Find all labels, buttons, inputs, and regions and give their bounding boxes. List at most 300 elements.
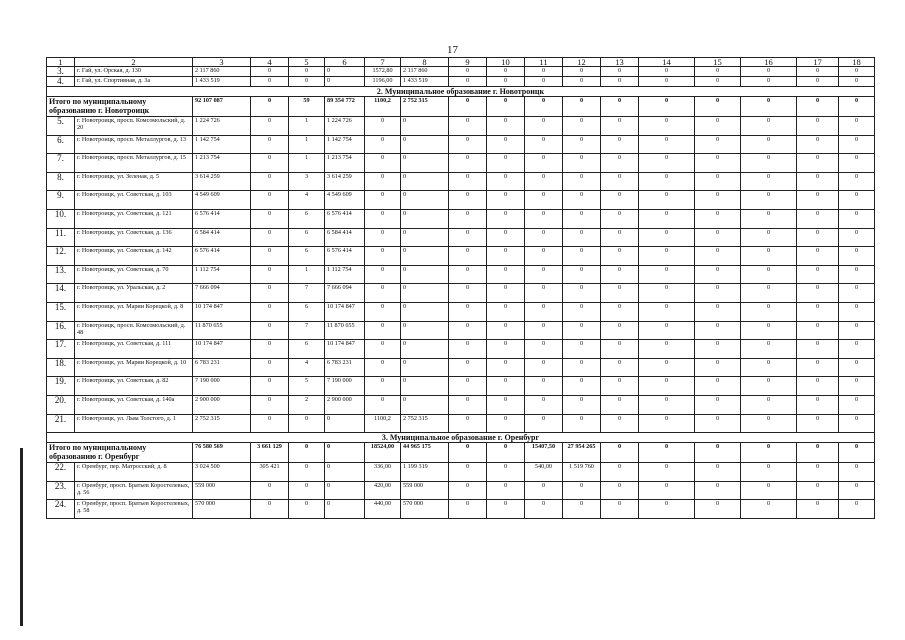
- table-row: [47, 209, 875, 228]
- value-cell: 0: [563, 321, 601, 340]
- value-cell: 0: [639, 77, 695, 87]
- value-cell: 0: [449, 414, 487, 433]
- value-cell: 0: [601, 321, 639, 340]
- column-header: 14: [639, 58, 695, 67]
- value-cell: 0: [487, 265, 525, 284]
- value-cell: 0: [365, 228, 401, 247]
- value-cell: 0: [487, 463, 525, 482]
- page-number: 17: [447, 44, 458, 56]
- column-header: 9: [449, 58, 487, 67]
- value-cell: 1: [289, 135, 325, 154]
- value-cell: 0: [487, 191, 525, 210]
- row-number: 9.: [47, 191, 75, 210]
- value-cell: 0: [251, 154, 289, 173]
- value-cell: 0: [839, 302, 875, 321]
- value-cell: 0: [639, 358, 695, 377]
- value-cell: 0: [487, 481, 525, 500]
- value-cell: 0: [401, 191, 449, 210]
- value-cell: 0: [251, 117, 289, 136]
- value-cell: 0: [289, 500, 325, 519]
- table-row: [47, 340, 875, 359]
- value-cell: 0: [601, 284, 639, 303]
- table-row: [47, 135, 875, 154]
- value-cell: 0: [639, 377, 695, 396]
- value-cell: 0: [695, 481, 741, 500]
- value-cell: 0: [839, 135, 875, 154]
- value-cell: 1 224 726: [325, 117, 365, 136]
- value-cell: 2 752 315: [193, 414, 251, 433]
- value-cell: 0: [695, 67, 741, 77]
- value-cell: 0: [365, 209, 401, 228]
- value-cell: 0: [601, 172, 639, 191]
- value-cell: 0: [563, 191, 601, 210]
- column-header: 15: [695, 58, 741, 67]
- table-row: [47, 377, 875, 396]
- column-header: 4: [251, 58, 289, 67]
- address-cell: г. Новотроицк, ул. Советская, д. 111: [75, 340, 193, 359]
- value-cell: 0: [839, 481, 875, 500]
- value-cell: 7 666 094: [193, 284, 251, 303]
- value-cell: 7 190 000: [193, 377, 251, 396]
- value-cell: 0: [401, 358, 449, 377]
- value-cell: 0: [525, 302, 563, 321]
- value-cell: 0: [251, 265, 289, 284]
- row-number: 8.: [47, 172, 75, 191]
- address-cell: г. Новотроицк, ул. Советская, д. 142: [75, 247, 193, 266]
- value-cell: 1 142 754: [325, 135, 365, 154]
- value-cell: 0: [797, 481, 839, 500]
- value-cell: 0: [601, 340, 639, 359]
- total-value-cell: 0: [563, 97, 601, 117]
- value-cell: 4 549 609: [193, 191, 251, 210]
- value-cell: 0: [365, 321, 401, 340]
- value-cell: 0: [741, 358, 797, 377]
- table-row: [47, 284, 875, 303]
- value-cell: 0: [797, 135, 839, 154]
- row-number: 15.: [47, 302, 75, 321]
- table-row: [47, 414, 875, 433]
- value-cell: 0: [741, 247, 797, 266]
- value-cell: 0: [839, 172, 875, 191]
- value-cell: 0: [563, 135, 601, 154]
- value-cell: 0: [251, 67, 289, 77]
- value-cell: 0: [839, 377, 875, 396]
- column-header-row: [47, 58, 875, 67]
- total-value-cell: 0: [289, 443, 325, 463]
- column-header: 10: [487, 58, 525, 67]
- value-cell: 0: [449, 117, 487, 136]
- value-cell: 0: [839, 247, 875, 266]
- value-cell: 0: [695, 209, 741, 228]
- value-cell: 0: [365, 302, 401, 321]
- row-number: 3.: [47, 67, 75, 77]
- value-cell: 0: [251, 209, 289, 228]
- value-cell: 0: [251, 284, 289, 303]
- value-cell: 0: [365, 395, 401, 414]
- value-cell: 0: [449, 481, 487, 500]
- value-cell: 0: [525, 265, 563, 284]
- total-value-cell: 89 354 772: [325, 97, 365, 117]
- value-cell: 1 199 319: [401, 463, 449, 482]
- value-cell: 6 576 414: [193, 247, 251, 266]
- value-cell: 2 117 860: [401, 67, 449, 77]
- column-header: 18: [839, 58, 875, 67]
- table-row: [47, 172, 875, 191]
- value-cell: 0: [797, 67, 839, 77]
- section-header-row: [47, 433, 875, 443]
- table-row: [47, 77, 875, 87]
- table-row: [47, 191, 875, 210]
- value-cell: 1 112 754: [325, 265, 365, 284]
- value-cell: 0: [639, 117, 695, 136]
- address-cell: г. Новотроицк, ул. Советская, д. 140а: [75, 395, 193, 414]
- value-cell: 0: [563, 247, 601, 266]
- value-cell: 0: [601, 265, 639, 284]
- value-cell: 0: [839, 395, 875, 414]
- value-cell: 10 174 847: [193, 340, 251, 359]
- row-number: 16.: [47, 321, 75, 340]
- value-cell: 5: [289, 377, 325, 396]
- value-cell: 1: [289, 265, 325, 284]
- total-value-cell: 44 965 175: [401, 443, 449, 463]
- total-value-cell: 0: [325, 443, 365, 463]
- value-cell: 11 870 655: [325, 321, 365, 340]
- value-cell: 570 000: [193, 500, 251, 519]
- value-cell: 0: [525, 247, 563, 266]
- value-cell: 0: [563, 228, 601, 247]
- total-row: [47, 97, 875, 117]
- value-cell: 0: [639, 209, 695, 228]
- table-row: [47, 395, 875, 414]
- value-cell: 0: [695, 172, 741, 191]
- address-cell: г. Новотроицк, ул. Советская, д. 121: [75, 209, 193, 228]
- value-cell: 6 576 414: [325, 209, 365, 228]
- value-cell: 0: [695, 500, 741, 519]
- value-cell: 0: [365, 340, 401, 359]
- value-cell: 420,00: [365, 481, 401, 500]
- column-header: 11: [525, 58, 563, 67]
- total-value-cell: 27 954 265: [563, 443, 601, 463]
- value-cell: 0: [449, 500, 487, 519]
- value-cell: 0: [839, 340, 875, 359]
- value-cell: 0: [487, 77, 525, 87]
- address-cell: г. Новотроицк, ул. Советская, д. 103: [75, 191, 193, 210]
- value-cell: 0: [525, 500, 563, 519]
- value-cell: 0: [449, 209, 487, 228]
- value-cell: 0: [839, 77, 875, 87]
- value-cell: 0: [401, 377, 449, 396]
- value-cell: 0: [401, 340, 449, 359]
- value-cell: 0: [639, 463, 695, 482]
- address-cell: г. Оренбург, просп. Братьев Коростелевых, д. 58: [75, 500, 193, 519]
- value-cell: 0: [639, 302, 695, 321]
- value-cell: 6 783 231: [325, 358, 365, 377]
- value-cell: 0: [525, 377, 563, 396]
- total-row: [47, 443, 875, 463]
- row-number: 5.: [47, 117, 75, 136]
- value-cell: 0: [563, 77, 601, 87]
- value-cell: 2 900 000: [193, 395, 251, 414]
- section-title: 3. Муниципальное образование г. Оренбург: [47, 433, 875, 443]
- value-cell: 0: [839, 67, 875, 77]
- address-cell: г. Новотроицк, просп. Металлургов, д. 13: [75, 135, 193, 154]
- value-cell: 559 000: [193, 481, 251, 500]
- value-cell: 0: [401, 302, 449, 321]
- value-cell: 1 433 519: [193, 77, 251, 87]
- row-number: 18.: [47, 358, 75, 377]
- value-cell: 0: [839, 228, 875, 247]
- value-cell: 2: [289, 395, 325, 414]
- column-header: 12: [563, 58, 601, 67]
- value-cell: 0: [525, 135, 563, 154]
- value-cell: 0: [741, 414, 797, 433]
- value-cell: 0: [601, 414, 639, 433]
- value-cell: 0: [487, 500, 525, 519]
- value-cell: 0: [695, 414, 741, 433]
- total-label: Итого по муниципальному образованию г. Новотроицк: [47, 97, 193, 117]
- value-cell: 0: [695, 247, 741, 266]
- value-cell: 559 000: [401, 481, 449, 500]
- value-cell: 0: [839, 209, 875, 228]
- value-cell: 336,00: [365, 463, 401, 482]
- total-value-cell: 0: [601, 97, 639, 117]
- value-cell: 0: [601, 154, 639, 173]
- total-value-cell: 0: [741, 443, 797, 463]
- value-cell: 0: [797, 154, 839, 173]
- table-row: [47, 265, 875, 284]
- value-cell: 0: [487, 377, 525, 396]
- value-cell: 0: [639, 228, 695, 247]
- table-row: [47, 67, 875, 77]
- value-cell: 0: [487, 302, 525, 321]
- value-cell: 0: [797, 414, 839, 433]
- total-value-cell: 0: [695, 97, 741, 117]
- value-cell: 0: [251, 340, 289, 359]
- row-number: 14.: [47, 284, 75, 303]
- value-cell: 0: [525, 209, 563, 228]
- value-cell: 0: [487, 414, 525, 433]
- address-cell: г. Новотроицк, ул. Марии Корецкой, д. 8: [75, 302, 193, 321]
- value-cell: 0: [639, 284, 695, 303]
- value-cell: 0: [741, 340, 797, 359]
- value-cell: 0: [741, 117, 797, 136]
- value-cell: 0: [251, 135, 289, 154]
- value-cell: 0: [449, 265, 487, 284]
- address-cell: г. Гай, ул. Спортивная, д. 3а: [75, 77, 193, 87]
- value-cell: 0: [487, 284, 525, 303]
- total-value-cell: 3 661 129: [251, 443, 289, 463]
- total-value-cell: 1100,2: [365, 97, 401, 117]
- value-cell: 0: [365, 247, 401, 266]
- value-cell: 0: [449, 247, 487, 266]
- table-row: [47, 321, 875, 340]
- table-row: [47, 117, 875, 136]
- row-number: 11.: [47, 228, 75, 247]
- value-cell: 0: [487, 154, 525, 173]
- value-cell: 0: [797, 395, 839, 414]
- value-cell: 3 614 259: [325, 172, 365, 191]
- value-cell: 0: [449, 463, 487, 482]
- value-cell: 0: [365, 135, 401, 154]
- value-cell: 0: [695, 321, 741, 340]
- table-row: [47, 154, 875, 173]
- value-cell: 0: [639, 135, 695, 154]
- row-number: 17.: [47, 340, 75, 359]
- value-cell: 0: [563, 377, 601, 396]
- value-cell: 0: [797, 172, 839, 191]
- value-cell: 6: [289, 302, 325, 321]
- address-cell: г. Новотроицк, ул. Зеленая, д. 5: [75, 172, 193, 191]
- value-cell: 0: [563, 172, 601, 191]
- value-cell: 0: [325, 463, 365, 482]
- table-row: [47, 481, 875, 500]
- value-cell: 0: [639, 172, 695, 191]
- value-cell: 1: [289, 117, 325, 136]
- value-cell: 0: [797, 117, 839, 136]
- value-cell: 0: [741, 191, 797, 210]
- section-title: 2. Муниципальное образование г. Новотроицк: [47, 87, 875, 97]
- value-cell: 0: [487, 321, 525, 340]
- value-cell: 0: [401, 209, 449, 228]
- value-cell: 0: [563, 395, 601, 414]
- value-cell: 0: [741, 321, 797, 340]
- value-cell: 0: [325, 77, 365, 87]
- value-cell: 0: [251, 481, 289, 500]
- value-cell: 0: [741, 265, 797, 284]
- value-cell: 0: [525, 67, 563, 77]
- value-cell: 0: [525, 154, 563, 173]
- value-cell: 0: [839, 321, 875, 340]
- scan-edge-mark: [20, 448, 23, 626]
- value-cell: 0: [449, 67, 487, 77]
- value-cell: 1100,2: [365, 414, 401, 433]
- value-cell: 0: [797, 358, 839, 377]
- value-cell: 0: [639, 265, 695, 284]
- column-header: 2: [75, 58, 193, 67]
- value-cell: 0: [741, 209, 797, 228]
- value-cell: 0: [695, 395, 741, 414]
- value-cell: 0: [525, 481, 563, 500]
- address-cell: г. Новотроицк, просп. Металлургов, д. 15: [75, 154, 193, 173]
- value-cell: 0: [401, 265, 449, 284]
- value-cell: 0: [601, 377, 639, 396]
- value-cell: 0: [797, 247, 839, 266]
- value-cell: 0: [251, 414, 289, 433]
- value-cell: 0: [601, 247, 639, 266]
- column-header: 8: [401, 58, 449, 67]
- value-cell: 0: [449, 302, 487, 321]
- value-cell: 0: [563, 340, 601, 359]
- value-cell: 0: [741, 302, 797, 321]
- value-cell: 0: [487, 209, 525, 228]
- value-cell: 0: [741, 395, 797, 414]
- value-cell: 0: [563, 500, 601, 519]
- value-cell: 0: [639, 321, 695, 340]
- table-row: [47, 247, 875, 266]
- value-cell: 0: [563, 284, 601, 303]
- value-cell: 0: [251, 358, 289, 377]
- value-cell: 0: [741, 77, 797, 87]
- value-cell: 0: [251, 172, 289, 191]
- value-cell: 570 000: [401, 500, 449, 519]
- total-value-cell: 0: [601, 443, 639, 463]
- value-cell: 0: [449, 340, 487, 359]
- total-value-cell: 59: [289, 97, 325, 117]
- total-value-cell: 2 752 315: [401, 97, 449, 117]
- total-value-cell: 0: [525, 97, 563, 117]
- value-cell: 0: [487, 358, 525, 377]
- value-cell: 10 174 847: [325, 302, 365, 321]
- value-cell: 305 421: [251, 463, 289, 482]
- value-cell: 4: [289, 358, 325, 377]
- value-cell: 0: [289, 77, 325, 87]
- row-number: 13.: [47, 265, 75, 284]
- value-cell: 0: [563, 154, 601, 173]
- value-cell: 0: [365, 117, 401, 136]
- value-cell: 440,00: [365, 500, 401, 519]
- value-cell: 0: [449, 172, 487, 191]
- total-value-cell: 0: [695, 443, 741, 463]
- row-number: 6.: [47, 135, 75, 154]
- value-cell: 7 666 094: [325, 284, 365, 303]
- value-cell: 0: [401, 321, 449, 340]
- value-cell: 2 900 000: [325, 395, 365, 414]
- value-cell: 0: [365, 377, 401, 396]
- apartments-table: [46, 57, 875, 519]
- value-cell: 0: [487, 135, 525, 154]
- value-cell: 1572,80: [365, 67, 401, 77]
- value-cell: 0: [601, 358, 639, 377]
- value-cell: 0: [797, 302, 839, 321]
- value-cell: 0: [251, 77, 289, 87]
- value-cell: 0: [487, 117, 525, 136]
- value-cell: 0: [601, 302, 639, 321]
- value-cell: 0: [525, 117, 563, 136]
- value-cell: 0: [695, 117, 741, 136]
- row-number: 24.: [47, 500, 75, 519]
- value-cell: 0: [639, 154, 695, 173]
- value-cell: 0: [797, 500, 839, 519]
- value-cell: 0: [601, 395, 639, 414]
- value-cell: 0: [639, 500, 695, 519]
- value-cell: 0: [695, 265, 741, 284]
- total-value-cell: 0: [251, 97, 289, 117]
- value-cell: 1 433 519: [401, 77, 449, 87]
- value-cell: 1 142 754: [193, 135, 251, 154]
- value-cell: 0: [601, 135, 639, 154]
- address-cell: г. Новотроицк, просп. Комсомольский, д. 48: [75, 321, 193, 340]
- value-cell: 0: [325, 481, 365, 500]
- value-cell: 7: [289, 321, 325, 340]
- address-cell: г. Новотроицк, ул. Уральская, д. 2: [75, 284, 193, 303]
- value-cell: 0: [251, 395, 289, 414]
- value-cell: 0: [289, 481, 325, 500]
- total-value-cell: 15407,50: [525, 443, 563, 463]
- total-value-cell: 0: [639, 97, 695, 117]
- total-value-cell: 0: [449, 97, 487, 117]
- value-cell: 0: [639, 481, 695, 500]
- value-cell: 0: [695, 154, 741, 173]
- value-cell: 0: [563, 358, 601, 377]
- value-cell: 0: [251, 500, 289, 519]
- value-cell: 0: [449, 77, 487, 87]
- value-cell: 0: [601, 228, 639, 247]
- value-cell: 0: [839, 154, 875, 173]
- value-cell: 0: [365, 154, 401, 173]
- value-cell: 0: [525, 172, 563, 191]
- value-cell: 0: [487, 247, 525, 266]
- address-cell: г. Новотроицк, ул. Льва Толстого, д. 1: [75, 414, 193, 433]
